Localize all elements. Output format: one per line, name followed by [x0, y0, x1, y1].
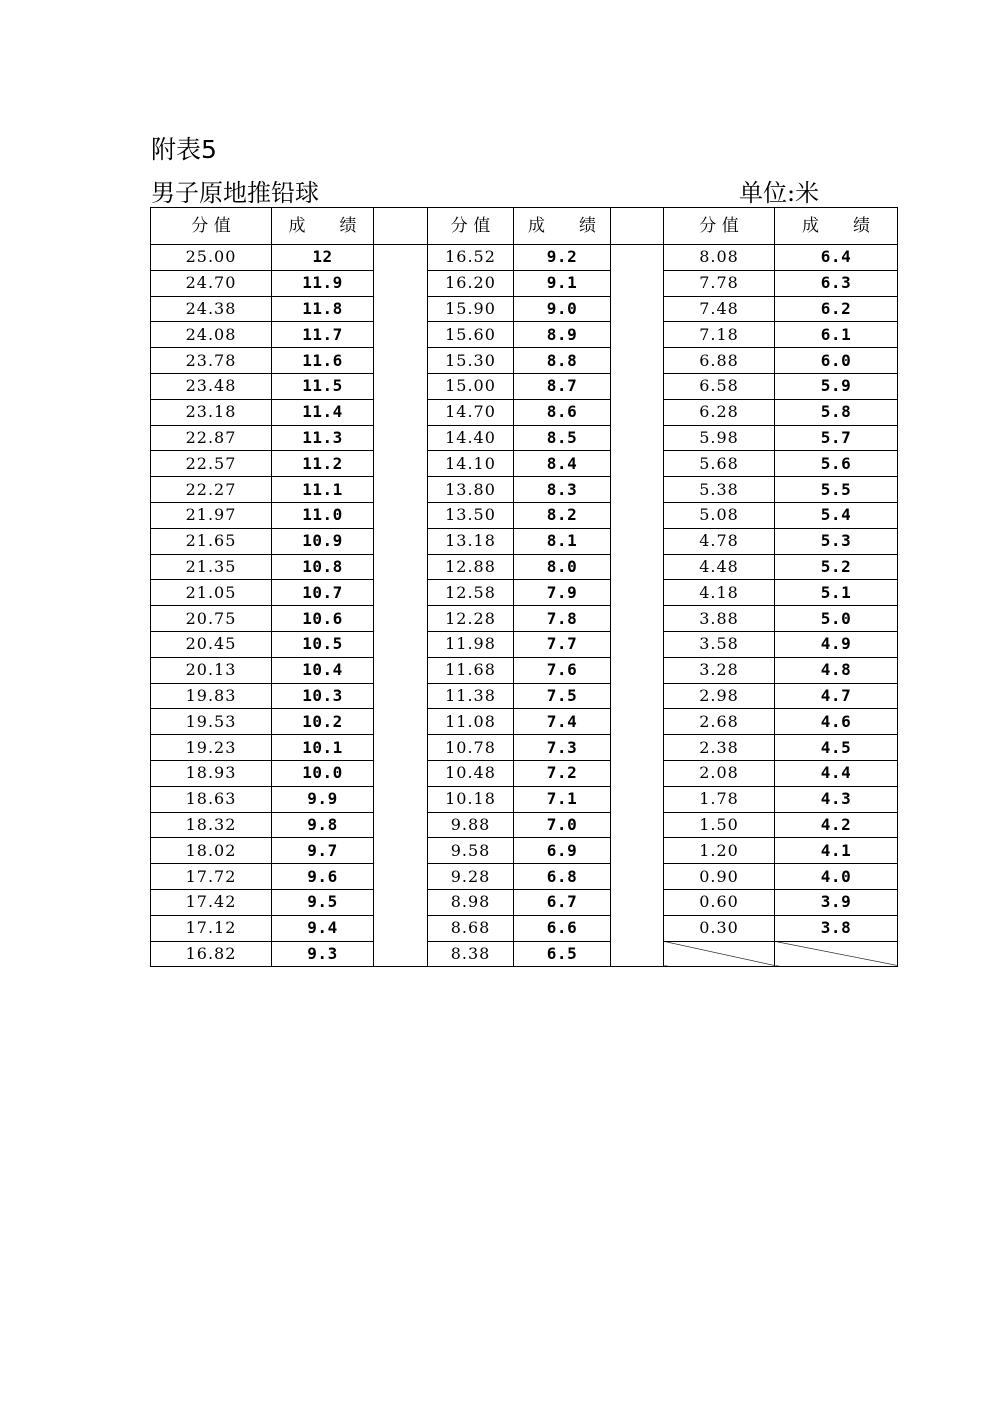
- score-cell: 2.98: [664, 683, 775, 709]
- score-cell: 17.72: [151, 864, 272, 890]
- score-cell: 14.70: [428, 399, 514, 425]
- column-gap: [611, 838, 664, 864]
- column-gap: [611, 606, 664, 632]
- result-cell: 9.3: [272, 941, 374, 967]
- result-cell: 9.6: [272, 864, 374, 890]
- score-cell: 17.12: [151, 915, 272, 941]
- score-cell: 13.80: [428, 477, 514, 503]
- column-gap: [611, 941, 664, 967]
- result-cell: 6.2: [775, 296, 898, 322]
- score-cell: 4.18: [664, 580, 775, 606]
- result-cell: 6.5: [514, 941, 611, 967]
- result-cell: 11.3: [272, 425, 374, 451]
- score-cell: 3.28: [664, 657, 775, 683]
- result-cell: 9.5: [272, 889, 374, 915]
- result-cell: 11.8: [272, 296, 374, 322]
- header-score-2: 分 值: [428, 208, 514, 245]
- score-cell: 2.08: [664, 760, 775, 786]
- table-row: [151, 838, 898, 864]
- result-cell: 8.7: [514, 373, 611, 399]
- result-cell: 10.0: [272, 760, 374, 786]
- table-row: [151, 477, 898, 503]
- result-cell: 7.7: [514, 631, 611, 657]
- table-row: [151, 554, 898, 580]
- column-gap: [611, 296, 664, 322]
- column-gap: [611, 399, 664, 425]
- column-gap: [611, 528, 664, 554]
- column-gap: [374, 373, 428, 399]
- column-gap: [611, 683, 664, 709]
- result-cell: 11.6: [272, 348, 374, 374]
- score-cell: 13.18: [428, 528, 514, 554]
- score-cell: 20.45: [151, 631, 272, 657]
- column-gap: [611, 451, 664, 477]
- score-cell: 5.08: [664, 502, 775, 528]
- score-cell: 11.68: [428, 657, 514, 683]
- result-cell: 10.2: [272, 709, 374, 735]
- result-cell: 9.9: [272, 786, 374, 812]
- score-cell: 15.60: [428, 322, 514, 348]
- column-gap: [374, 889, 428, 915]
- score-cell: 5.38: [664, 477, 775, 503]
- column-gap: [611, 477, 664, 503]
- score-cell: 24.38: [151, 296, 272, 322]
- score-cell: 3.88: [664, 606, 775, 632]
- column-gap: [374, 709, 428, 735]
- score-cell: 10.18: [428, 786, 514, 812]
- result-cell: 9.1: [514, 270, 611, 296]
- score-cell: 5.98: [664, 425, 775, 451]
- result-cell: 11.1: [272, 477, 374, 503]
- column-gap: [611, 786, 664, 812]
- score-cell: 16.20: [428, 270, 514, 296]
- result-cell: 6.1: [775, 322, 898, 348]
- result-cell: 4.5: [775, 735, 898, 761]
- column-gap: [374, 528, 428, 554]
- result-cell: 11.9: [272, 270, 374, 296]
- header-score-1: 分 值: [151, 208, 272, 245]
- table-row: [151, 451, 898, 477]
- result-cell: 5.6: [775, 451, 898, 477]
- result-cell: 10.1: [272, 735, 374, 761]
- table-row: [151, 915, 898, 941]
- column-gap: [374, 812, 428, 838]
- column-gap: [611, 208, 664, 245]
- score-cell: 6.88: [664, 348, 775, 374]
- table-row: [151, 889, 898, 915]
- score-cell: 11.98: [428, 631, 514, 657]
- result-cell: 4.8: [775, 657, 898, 683]
- score-cell: 19.53: [151, 709, 272, 735]
- column-gap: [374, 348, 428, 374]
- header-result-1: 成 绩: [272, 208, 374, 245]
- result-cell: 11.2: [272, 451, 374, 477]
- table-row: [151, 322, 898, 348]
- column-gap: [374, 915, 428, 941]
- table-row: [151, 348, 898, 374]
- score-cell: 18.93: [151, 760, 272, 786]
- result-cell: 8.2: [514, 502, 611, 528]
- result-cell: 10.7: [272, 580, 374, 606]
- column-gap: [611, 425, 664, 451]
- result-cell: 8.0: [514, 554, 611, 580]
- result-cell: 5.0: [775, 606, 898, 632]
- score-cell: 22.87: [151, 425, 272, 451]
- score-cell: 3.58: [664, 631, 775, 657]
- result-cell: 10.3: [272, 683, 374, 709]
- table-row: [151, 373, 898, 399]
- score-cell: 20.13: [151, 657, 272, 683]
- result-cell: 4.1: [775, 838, 898, 864]
- column-gap: [611, 709, 664, 735]
- result-cell: 6.4: [775, 245, 898, 271]
- result-cell: 10.6: [272, 606, 374, 632]
- score-cell: 2.38: [664, 735, 775, 761]
- result-cell: 5.3: [775, 528, 898, 554]
- score-cell: 1.50: [664, 812, 775, 838]
- score-cell: 24.70: [151, 270, 272, 296]
- score-cell: 7.78: [664, 270, 775, 296]
- score-cell: 12.88: [428, 554, 514, 580]
- column-gap: [374, 864, 428, 890]
- table-row: [151, 735, 898, 761]
- result-cell: 10.9: [272, 528, 374, 554]
- result-cell: 4.3: [775, 786, 898, 812]
- score-cell: 4.48: [664, 554, 775, 580]
- result-cell: 3.8: [775, 915, 898, 941]
- result-cell: 11.7: [272, 322, 374, 348]
- score-cell: 15.00: [428, 373, 514, 399]
- result-cell: 11.4: [272, 399, 374, 425]
- result-cell: 8.4: [514, 451, 611, 477]
- result-cell: 6.9: [514, 838, 611, 864]
- result-cell: 10.4: [272, 657, 374, 683]
- result-cell: 6.0: [775, 348, 898, 374]
- score-cell: 0.90: [664, 864, 775, 890]
- unit-label: 单位:米: [739, 179, 820, 207]
- result-cell: 9.8: [272, 812, 374, 838]
- result-cell: 4.9: [775, 631, 898, 657]
- result-cell: 5.2: [775, 554, 898, 580]
- result-cell: 6.7: [514, 889, 611, 915]
- column-gap: [611, 657, 664, 683]
- result-cell: 9.0: [514, 296, 611, 322]
- score-cell: 18.02: [151, 838, 272, 864]
- column-gap: [374, 683, 428, 709]
- score-cell: 15.30: [428, 348, 514, 374]
- result-cell: 3.9: [775, 889, 898, 915]
- result-cell: 6.6: [514, 915, 611, 941]
- column-gap: [374, 786, 428, 812]
- result-cell: 7.9: [514, 580, 611, 606]
- column-gap: [611, 270, 664, 296]
- result-cell: 5.8: [775, 399, 898, 425]
- score-cell: 12.58: [428, 580, 514, 606]
- result-cell: 7.5: [514, 683, 611, 709]
- score-cell: 23.18: [151, 399, 272, 425]
- score-cell: 6.28: [664, 399, 775, 425]
- score-cell: 8.38: [428, 941, 514, 967]
- score-cell: 16.52: [428, 245, 514, 271]
- column-gap: [611, 348, 664, 374]
- header-result-3: 成 绩: [775, 208, 898, 245]
- appendix-label: 附表5: [151, 135, 217, 164]
- column-gap: [374, 425, 428, 451]
- result-cell: 10.5: [272, 631, 374, 657]
- result-cell: 8.1: [514, 528, 611, 554]
- score-cell: 25.00: [151, 245, 272, 271]
- table-row: [151, 657, 898, 683]
- score-cell: 21.05: [151, 580, 272, 606]
- score-cell: 11.08: [428, 709, 514, 735]
- score-cell: 2.68: [664, 709, 775, 735]
- table-row: [151, 709, 898, 735]
- column-gap: [374, 270, 428, 296]
- column-gap: [611, 760, 664, 786]
- column-gap: [374, 399, 428, 425]
- result-cell: 4.6: [775, 709, 898, 735]
- column-gap: [611, 373, 664, 399]
- result-cell: 11.5: [272, 373, 374, 399]
- table-row: [151, 941, 898, 967]
- table-row: [151, 786, 898, 812]
- result-cell: 5.9: [775, 373, 898, 399]
- column-gap: [611, 580, 664, 606]
- result-cell: 9.4: [272, 915, 374, 941]
- column-gap: [611, 322, 664, 348]
- column-gap: [611, 631, 664, 657]
- table-row: [151, 296, 898, 322]
- result-cell: 7.6: [514, 657, 611, 683]
- score-cell: 8.98: [428, 889, 514, 915]
- column-gap: [374, 296, 428, 322]
- score-cell: 22.57: [151, 451, 272, 477]
- score-cell: 17.42: [151, 889, 272, 915]
- score-table: [150, 207, 898, 967]
- score-cell: 23.78: [151, 348, 272, 374]
- table-row: [151, 399, 898, 425]
- score-cell: 21.97: [151, 502, 272, 528]
- table-row: [151, 631, 898, 657]
- score-cell: 9.88: [428, 812, 514, 838]
- result-cell: 8.6: [514, 399, 611, 425]
- table-row: [151, 528, 898, 554]
- column-gap: [374, 477, 428, 503]
- result-cell: 4.7: [775, 683, 898, 709]
- table-body: [151, 245, 898, 967]
- result-cell: 8.9: [514, 322, 611, 348]
- score-cell: 10.48: [428, 760, 514, 786]
- score-cell: 22.27: [151, 477, 272, 503]
- empty-cell: [775, 941, 898, 967]
- header-score-3: 分 值: [664, 208, 775, 245]
- column-gap: [374, 941, 428, 967]
- table-row: [151, 502, 898, 528]
- score-cell: 19.83: [151, 683, 272, 709]
- result-cell: 9.2: [514, 245, 611, 271]
- column-gap: [611, 889, 664, 915]
- result-cell: 8.8: [514, 348, 611, 374]
- result-cell: 11.0: [272, 502, 374, 528]
- result-cell: 4.2: [775, 812, 898, 838]
- column-gap: [374, 838, 428, 864]
- score-cell: 18.63: [151, 786, 272, 812]
- result-cell: 7.4: [514, 709, 611, 735]
- table-row: [151, 760, 898, 786]
- result-cell: 4.0: [775, 864, 898, 890]
- score-cell: 7.48: [664, 296, 775, 322]
- table-title: 男子原地推铅球: [151, 179, 319, 207]
- table-row: [151, 812, 898, 838]
- table-row: [151, 606, 898, 632]
- score-cell: 15.90: [428, 296, 514, 322]
- column-gap: [374, 580, 428, 606]
- result-cell: 7.8: [514, 606, 611, 632]
- column-gap: [611, 864, 664, 890]
- result-cell: 5.7: [775, 425, 898, 451]
- result-cell: 8.5: [514, 425, 611, 451]
- table-row: [151, 425, 898, 451]
- score-cell: 21.35: [151, 554, 272, 580]
- header-result-2: 成 绩: [514, 208, 611, 245]
- score-cell: 16.82: [151, 941, 272, 967]
- table-row: [151, 580, 898, 606]
- score-cell: 9.58: [428, 838, 514, 864]
- score-cell: 10.78: [428, 735, 514, 761]
- score-cell: 8.68: [428, 915, 514, 941]
- score-cell: 1.78: [664, 786, 775, 812]
- column-gap: [374, 502, 428, 528]
- column-gap: [611, 502, 664, 528]
- score-cell: 19.23: [151, 735, 272, 761]
- score-cell: 5.68: [664, 451, 775, 477]
- score-cell: 0.60: [664, 889, 775, 915]
- score-cell: 4.78: [664, 528, 775, 554]
- column-gap: [374, 322, 428, 348]
- column-gap: [374, 245, 428, 271]
- result-cell: 7.1: [514, 786, 611, 812]
- result-cell: 7.2: [514, 760, 611, 786]
- column-gap: [374, 657, 428, 683]
- header-row: [151, 208, 898, 245]
- column-gap: [611, 915, 664, 941]
- score-cell: 14.10: [428, 451, 514, 477]
- result-cell: 10.8: [272, 554, 374, 580]
- column-gap: [374, 451, 428, 477]
- column-gap: [611, 735, 664, 761]
- column-gap: [374, 760, 428, 786]
- score-cell: 12.28: [428, 606, 514, 632]
- result-cell: 4.4: [775, 760, 898, 786]
- result-cell: 12: [272, 245, 374, 271]
- table-row: [151, 683, 898, 709]
- result-cell: 6.8: [514, 864, 611, 890]
- column-gap: [374, 606, 428, 632]
- score-cell: 9.28: [428, 864, 514, 890]
- column-gap: [611, 245, 664, 271]
- score-cell: 6.58: [664, 373, 775, 399]
- column-gap: [374, 208, 428, 245]
- score-cell: 20.75: [151, 606, 272, 632]
- result-cell: 7.3: [514, 735, 611, 761]
- result-cell: 6.3: [775, 270, 898, 296]
- table-row: [151, 864, 898, 890]
- table-row: [151, 245, 898, 271]
- score-cell: 7.18: [664, 322, 775, 348]
- empty-cell: [664, 941, 775, 967]
- result-cell: 5.1: [775, 580, 898, 606]
- column-gap: [611, 812, 664, 838]
- score-cell: 0.30: [664, 915, 775, 941]
- result-cell: 5.4: [775, 502, 898, 528]
- score-cell: 24.08: [151, 322, 272, 348]
- score-cell: 1.20: [664, 838, 775, 864]
- result-cell: 7.0: [514, 812, 611, 838]
- score-cell: 13.50: [428, 502, 514, 528]
- column-gap: [374, 554, 428, 580]
- score-cell: 8.08: [664, 245, 775, 271]
- column-gap: [374, 735, 428, 761]
- table-row: [151, 270, 898, 296]
- score-cell: 21.65: [151, 528, 272, 554]
- score-cell: 11.38: [428, 683, 514, 709]
- column-gap: [611, 554, 664, 580]
- result-cell: 5.5: [775, 477, 898, 503]
- column-gap: [374, 631, 428, 657]
- score-cell: 18.32: [151, 812, 272, 838]
- score-cell: 23.48: [151, 373, 272, 399]
- result-cell: 9.7: [272, 838, 374, 864]
- result-cell: 8.3: [514, 477, 611, 503]
- score-cell: 14.40: [428, 425, 514, 451]
